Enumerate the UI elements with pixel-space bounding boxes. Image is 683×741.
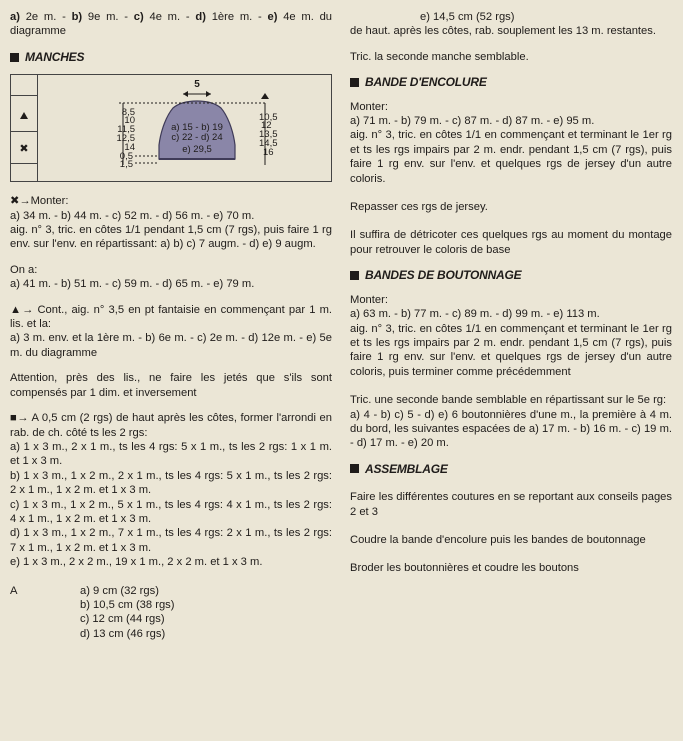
square-bullet-icon: [350, 464, 359, 473]
svg-text:e) 29,5: e) 29,5: [182, 144, 212, 156]
suffira-paragraph: Il suffira de détricoter ces quelques rgs au moment du montage pour retrouver le coloris de base: [350, 229, 672, 256]
a-height-list: A a) 9 cm (32 rgs) b) 10,5 cm (38 rgs) c) 12 cm (44 rgs) d) 13 cm (46 rgs): [10, 584, 175, 640]
label-c: c): [133, 11, 150, 23]
coudre-paragraph: Coudre la bande d'encolure puis les bandes de boutonnage: [350, 533, 646, 546]
section-heading-manches: MANCHES: [10, 50, 332, 64]
svg-text:14: 14: [124, 142, 135, 154]
cross-arrow-icon: ✖→: [10, 195, 31, 208]
boutonnage-paragraph: Monter: a) 63 m. - b) 77 m. - c) 89 m. - d) 99 m. - e) 113 m. aig. n° 3, tric. en côtes 1/1 en commençant et terminant le 1er rg et ts les rgs impairs par 2 m. endr. pendant 1,5 cm (7 rgs), puis faire 1 rg env. sur l'env. et quelques rgs de jersey d'un autre coloris, puis terminer comme précédemment: [350, 293, 672, 378]
label-b: b): [71, 11, 88, 23]
top-width-label: 5: [194, 79, 200, 91]
right-column: [350, 10, 672, 587]
svg-text:12: 12: [261, 120, 272, 132]
square-bullet-icon: [350, 271, 359, 280]
text-a: 2e m. -: [25, 11, 72, 23]
label-d: d): [195, 11, 212, 23]
monter-paragraph: ✖→Monter: a) 34 m. - b) 44 m. - c) 52 m. - d) 56 m. - e) 70 m. aig. n° 3, tric. en côtes 1/1 pendant 1,5 cm (7 rgs), puis faire 1 rg env. sur l'env. en répartissant: a) b) c) 7 augm. - d) e) 9 augm.: [10, 195, 332, 251]
arrondi-paragraph: ■→ A 0,5 cm (2 rgs) de haut après les côtes, former l'arrondi en rab. de ch. côté ts les 2 rgs: a) 1 x 3 m., 2 x 1 m., ts les 4 rgs: 5 x 1 m., ts les 2 rgs: 1 x 1 m. et 1 x 3 m. b) 1 x 3 m., 1 x 2 m., 2 x 1 m., ts les 4 rgs: 5 x 1 m., ts les 2 rgs: 2 x 1 m., 1 x 2 m. et 1 x 3 m. c) 1 x 3 m., 1 x 2 m., 5 x 1 m., ts les 4 rgs: 4 x 1 m., ts les 2 rgs: 4 x 1 m., 1 x 2 m. et 1 x 3 m. d) 1 x 3 m., 1 x 2 m., 7 x 1 m., ts les 4 rgs: 2 x 1 m., ts les 2 rgs: 7 x 1 m., 1 x 2 m. et 1 x 3 m. e) 1 x 3 m., 2 x 2 m., 19 x 1 m., 2 x 2 m. et 1 x 3 m.: [10, 412, 333, 569]
svg-text:10,5: 10,5: [259, 112, 278, 124]
intro-paragraph: [10, 10, 332, 39]
svg-text:8,5: 8,5: [121, 107, 135, 119]
svg-text:1,5: 1,5: [119, 159, 133, 171]
cont-paragraph: ▲→ Cont., aig. n° 3,5 en pt fantaisie en commençant par 1 m. lis. et la: a) 3 m. env. et la 1ère m. - b) 6e m. - c) 2e m. - d) 12e m. - e) 5e m. du diagramme: [10, 303, 332, 359]
svg-text:11,5: 11,5: [117, 124, 135, 136]
coutures-paragraph: Faire les différentes coutures en se reportant aux conseils pages 2 et 3: [350, 491, 672, 518]
square-bullet-icon: [350, 78, 359, 87]
triangle-arrow-icon: ▲→: [10, 303, 38, 316]
svg-text:c) 22 - d) 24: c) 22 - d) 24: [171, 132, 223, 144]
a-key: A: [10, 584, 18, 597]
on-a-paragraph: On a: a) 41 m. - b) 51 m. - c) 59 m. - d) 65 m. - e) 79 m.: [10, 263, 255, 291]
svg-text:12,5: 12,5: [116, 133, 135, 145]
svg-text:0,5: 0,5: [119, 151, 133, 163]
section-heading-assemblage: ASSEMBLAGE: [350, 462, 672, 476]
cross-icon: ✖: [19, 143, 29, 156]
section-heading-encolure: BANDE D'ENCOLURE: [350, 75, 672, 89]
repasser-paragraph: Repasser ces rgs de jersey.: [350, 201, 488, 214]
triangle-icon: [20, 112, 28, 119]
label-e: e): [267, 11, 284, 23]
text-b: 9e m. -: [87, 11, 134, 23]
label-a: a): [10, 11, 26, 23]
seconde-bande-paragraph: Tric. une seconde bande semblable en répartissant sur le 5e rg: a) 4 - b) c) 5 - d) e) 6 boutonnières d'une m., la première à 4 m. du bord, les suivantes espacées de a) 17 m. - b) 16 m. - c) 19 m. - d) 17 m. - e) 20 m.: [350, 394, 672, 450]
encolure-paragraph: Monter: a) 71 m. - b) 79 m. - c) 87 m. - d) 87 m. - e) 95 m. aig. n° 3, tric. en côtes 1/1 en commençant et terminant le 1er rg et ts les rgs impairs par 2 m. endr. pendant 1,5 cm (7 rgs), puis faire 1 rg env. sur l'env. et quelques rgs de jersey d'un autre coloris.: [350, 100, 672, 185]
broder-paragraph: Broder les boutonnières et coudre les boutons: [350, 562, 579, 575]
attention-paragraph: Attention, près des lis., ne faire les jetés que s'ils sont compensés par 1 dim. et inversement: [10, 372, 332, 399]
text-d: 1ère m. -: [211, 11, 268, 23]
tric-second-paragraph: Tric. la seconde manche semblable.: [350, 50, 529, 63]
square-bullet-icon: [10, 53, 19, 62]
svg-text:a) 15 - b) 19: a) 15 - b) 19: [171, 122, 223, 134]
svg-text:13,5: 13,5: [259, 129, 278, 141]
text-c: 4e m. -: [149, 11, 196, 23]
text-e: 4e m. du diagramme: [10, 11, 333, 38]
rab-paragraph: e) 14,5 cm (52 rgs) de haut. après les côtes, rab. souplement les 13 m. restantes.: [350, 11, 656, 38]
sleeve-diagram-svg: [11, 75, 331, 181]
svg-text:14,5: 14,5: [259, 138, 278, 150]
svg-text:10: 10: [124, 115, 135, 127]
sleeve-diagram: [10, 74, 332, 182]
section-heading-boutonnage: BANDES DE BOUTONNAGE: [350, 268, 672, 282]
svg-text:16: 16: [263, 147, 274, 159]
left-column: [10, 10, 332, 641]
square-arrow-icon: ■→: [10, 412, 32, 425]
